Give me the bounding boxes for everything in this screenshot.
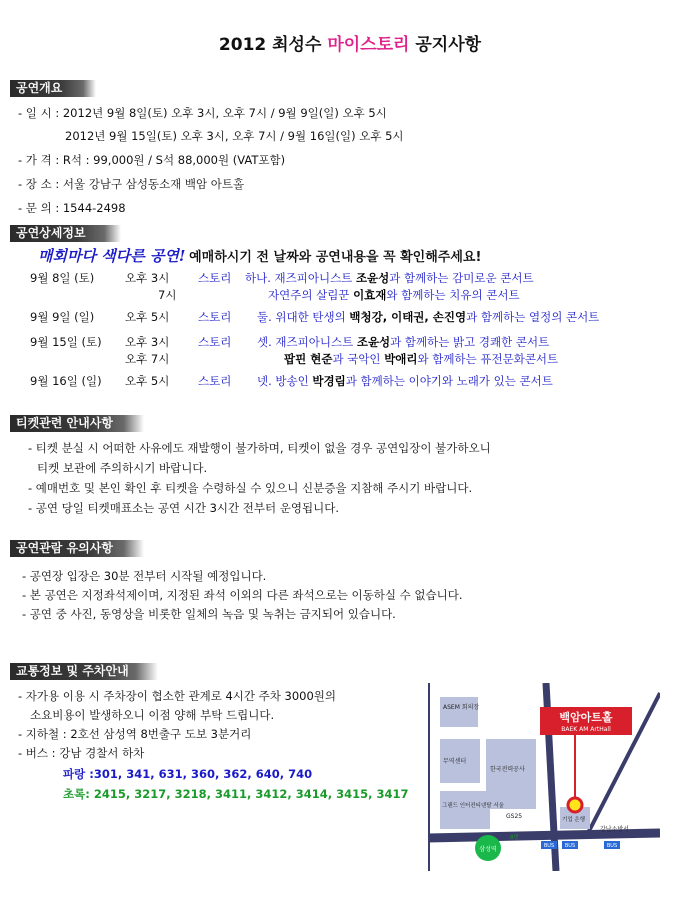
map-label-bank: 기업 은행 — [562, 817, 586, 823]
blue-bus-list: 파랑 :301, 341, 631, 360, 362, 640, 740 — [63, 767, 313, 781]
title-suffix: 공지사항 — [415, 35, 482, 55]
map-block-kepco — [486, 739, 536, 809]
desc-text: 셋. 재즈피아니스트 — [257, 335, 357, 349]
map-block-asem — [440, 697, 478, 727]
page-title — [0, 30, 700, 55]
schedule-time: 오후 3시 — [125, 271, 170, 285]
map-hall-label-ko: 백암아트홀 — [559, 711, 613, 724]
green-bus-list: 초록: 2415, 3217, 3218, 3411, 3412, 3414, 3415, 3417 — [63, 787, 409, 801]
schedule-date: 9월 15일 (토) — [30, 335, 102, 349]
desc-text: 과 함께하는 감미로운 콘서트 — [389, 271, 534, 285]
schedule-time: 오후 3시 — [125, 335, 170, 349]
detail-note-text: 예매하시기 전 날짜와 공연내용을 꼭 확인해주세요! — [189, 250, 482, 265]
desc-text: 와 함께하는 퓨전문화콘서트 — [417, 352, 559, 366]
schedule-desc — [245, 270, 534, 286]
ticket-line: - 티켓 분실 시 어떠한 사유에도 재발행이 불가하며, 티켓이 없을 경우 공연입장이 불가하오니 — [28, 441, 491, 455]
viewing-line: - 본 공연은 지정좌석제이며, 지정된 좌석 이외의 다른 좌석으로는 이동하실 수 없습니다. — [22, 588, 463, 602]
desc-text: 과 함께하는 밝고 경쾌한 콘서트 — [390, 335, 550, 349]
schedule-desc — [257, 334, 549, 350]
detail-note-script: 매회마다 색다른 공연! — [38, 247, 186, 265]
performer-name: 조윤성 — [356, 335, 391, 349]
schedule-desc — [257, 309, 599, 325]
overview-price: - 가 격 : R석 : 99,000원 / S석 88,000원 (VAT포함) — [18, 153, 286, 167]
performer-name: 백청강, 이태권, 손진영 — [349, 310, 467, 324]
performer-name: 박애리 — [384, 352, 418, 366]
title-prefix: 2012 최성수 — [218, 35, 322, 55]
map-label-gs25: GS25 — [506, 813, 523, 820]
performer-name: 조윤성 — [355, 271, 390, 285]
schedule-time: 오후 5시 — [125, 374, 170, 388]
schedule-story-label: 스토리 — [198, 374, 232, 388]
location-map — [428, 683, 660, 871]
map-graphic — [428, 683, 660, 871]
schedule-desc — [284, 351, 558, 367]
title-brand: 마이스토리 — [327, 35, 410, 55]
map-label-kepco: 한국전력공사 — [490, 766, 525, 773]
transport-line: 소요비용이 발생하오니 이점 양해 부탁 드립니다. — [30, 708, 275, 722]
schedule-story-label: 스토리 — [198, 335, 232, 349]
desc-text: 과 함께하는 열정의 콘서트 — [466, 310, 600, 324]
transport-line: - 지하철 : 2호선 삼성역 8번출구 도보 3분거리 — [18, 727, 252, 741]
desc-text: 와 함께하는 치유의 콘서트 — [386, 288, 520, 302]
map-label-bus: BUS — [564, 843, 576, 849]
map-hall-marker — [568, 798, 582, 812]
performer-name: 박경림 — [312, 374, 346, 388]
map-label-bus: BUS — [543, 843, 555, 849]
overview-date-line2: 2012년 9월 15일(토) 오후 3시, 오후 7시 / 9월 16일(일) 오후 5시 — [65, 129, 404, 143]
map-road-main — [428, 833, 660, 838]
desc-text: 둘. 위대한 탄생의 — [257, 310, 350, 324]
transport-line: - 버스 : 강남 경찰서 하차 — [18, 746, 145, 760]
map-label-police: 강남소방서 — [600, 826, 629, 833]
map-block-hotel — [440, 791, 490, 829]
schedule-desc — [257, 373, 553, 389]
map-label-hotel: 그랜드 인터컨티넨탈 서울 — [442, 803, 504, 809]
viewing-line: - 공연장 입장은 30분 전부터 시작될 예정입니다. — [22, 569, 267, 583]
schedule-date: 9월 9일 (일) — [30, 310, 95, 324]
viewing-line: - 공연 중 사진, 동영상을 비롯한 일체의 녹음 및 녹취는 금지되어 있습니다. — [22, 607, 396, 621]
schedule-time: 오후 5시 — [125, 310, 170, 324]
performer-name: 이효재 — [353, 288, 387, 302]
map-label-asem: ASEM 회의장 — [443, 704, 480, 711]
desc-text: 과 국악인 — [332, 352, 385, 366]
map-label-station: 삼성역 — [479, 846, 497, 853]
schedule-time: 오후 7시 — [125, 352, 170, 366]
performer-name: 팝핀 현준 — [284, 352, 333, 366]
ticket-line: - 예매번호 및 본인 확인 후 티켓을 수령하실 수 있으니 신분증을 지참해 주시기 바랍니다. — [28, 481, 473, 495]
detail-header: 공연상세정보 — [10, 225, 121, 242]
schedule-story-label: 스토리 — [198, 271, 232, 285]
map-label-exit: 8번 — [510, 835, 519, 841]
map-hall-label-en: BAEK AM ArtHall — [561, 726, 611, 733]
map-label-bus: BUS — [606, 843, 618, 849]
ticket-header: 티켓관련 안내사항 — [10, 415, 144, 432]
desc-text: 과 함께하는 이야기와 노래가 있는 콘서트 — [345, 374, 553, 388]
schedule-time: 7시 — [158, 288, 177, 302]
viewing-header: 공연관람 유의사항 — [10, 540, 144, 557]
desc-text: 넷. 방송인 — [257, 374, 313, 388]
schedule-date: 9월 8일 (토) — [30, 271, 95, 285]
map-label-trade: 무역센터 — [443, 758, 467, 765]
detail-note — [38, 245, 481, 266]
ticket-line: 티켓 보관에 주의하시기 바랍니다. — [37, 461, 208, 475]
desc-text: 자연주의 살림꾼 — [268, 288, 354, 302]
overview-date-line1: - 일 시 : 2012년 9월 8일(토) 오후 3시, 오후 7시 / 9월 9일(일) 오후 5시 — [18, 106, 387, 120]
transport-line: - 자가용 이용 시 주차장이 협소한 관계로 4시간 주차 3000원의 — [18, 689, 337, 703]
overview-venue: - 장 소 : 서울 강남구 삼성동소재 백암 아트홀 — [18, 177, 245, 191]
overview-contact: - 문 의 : 1544-2498 — [18, 201, 126, 215]
ticket-line: - 공연 당일 티켓매표소는 공연 시간 3시간 전부터 운영됩니다. — [28, 501, 339, 515]
schedule-desc — [268, 287, 520, 303]
schedule-date: 9월 16일 (일) — [30, 374, 102, 388]
overview-header: 공연개요 — [10, 80, 96, 97]
schedule-story-label: 스토리 — [198, 310, 232, 324]
transport-header: 교통정보 및 주차안내 — [10, 663, 158, 680]
desc-text: 하나. 재즈피아니스트 — [245, 271, 356, 285]
